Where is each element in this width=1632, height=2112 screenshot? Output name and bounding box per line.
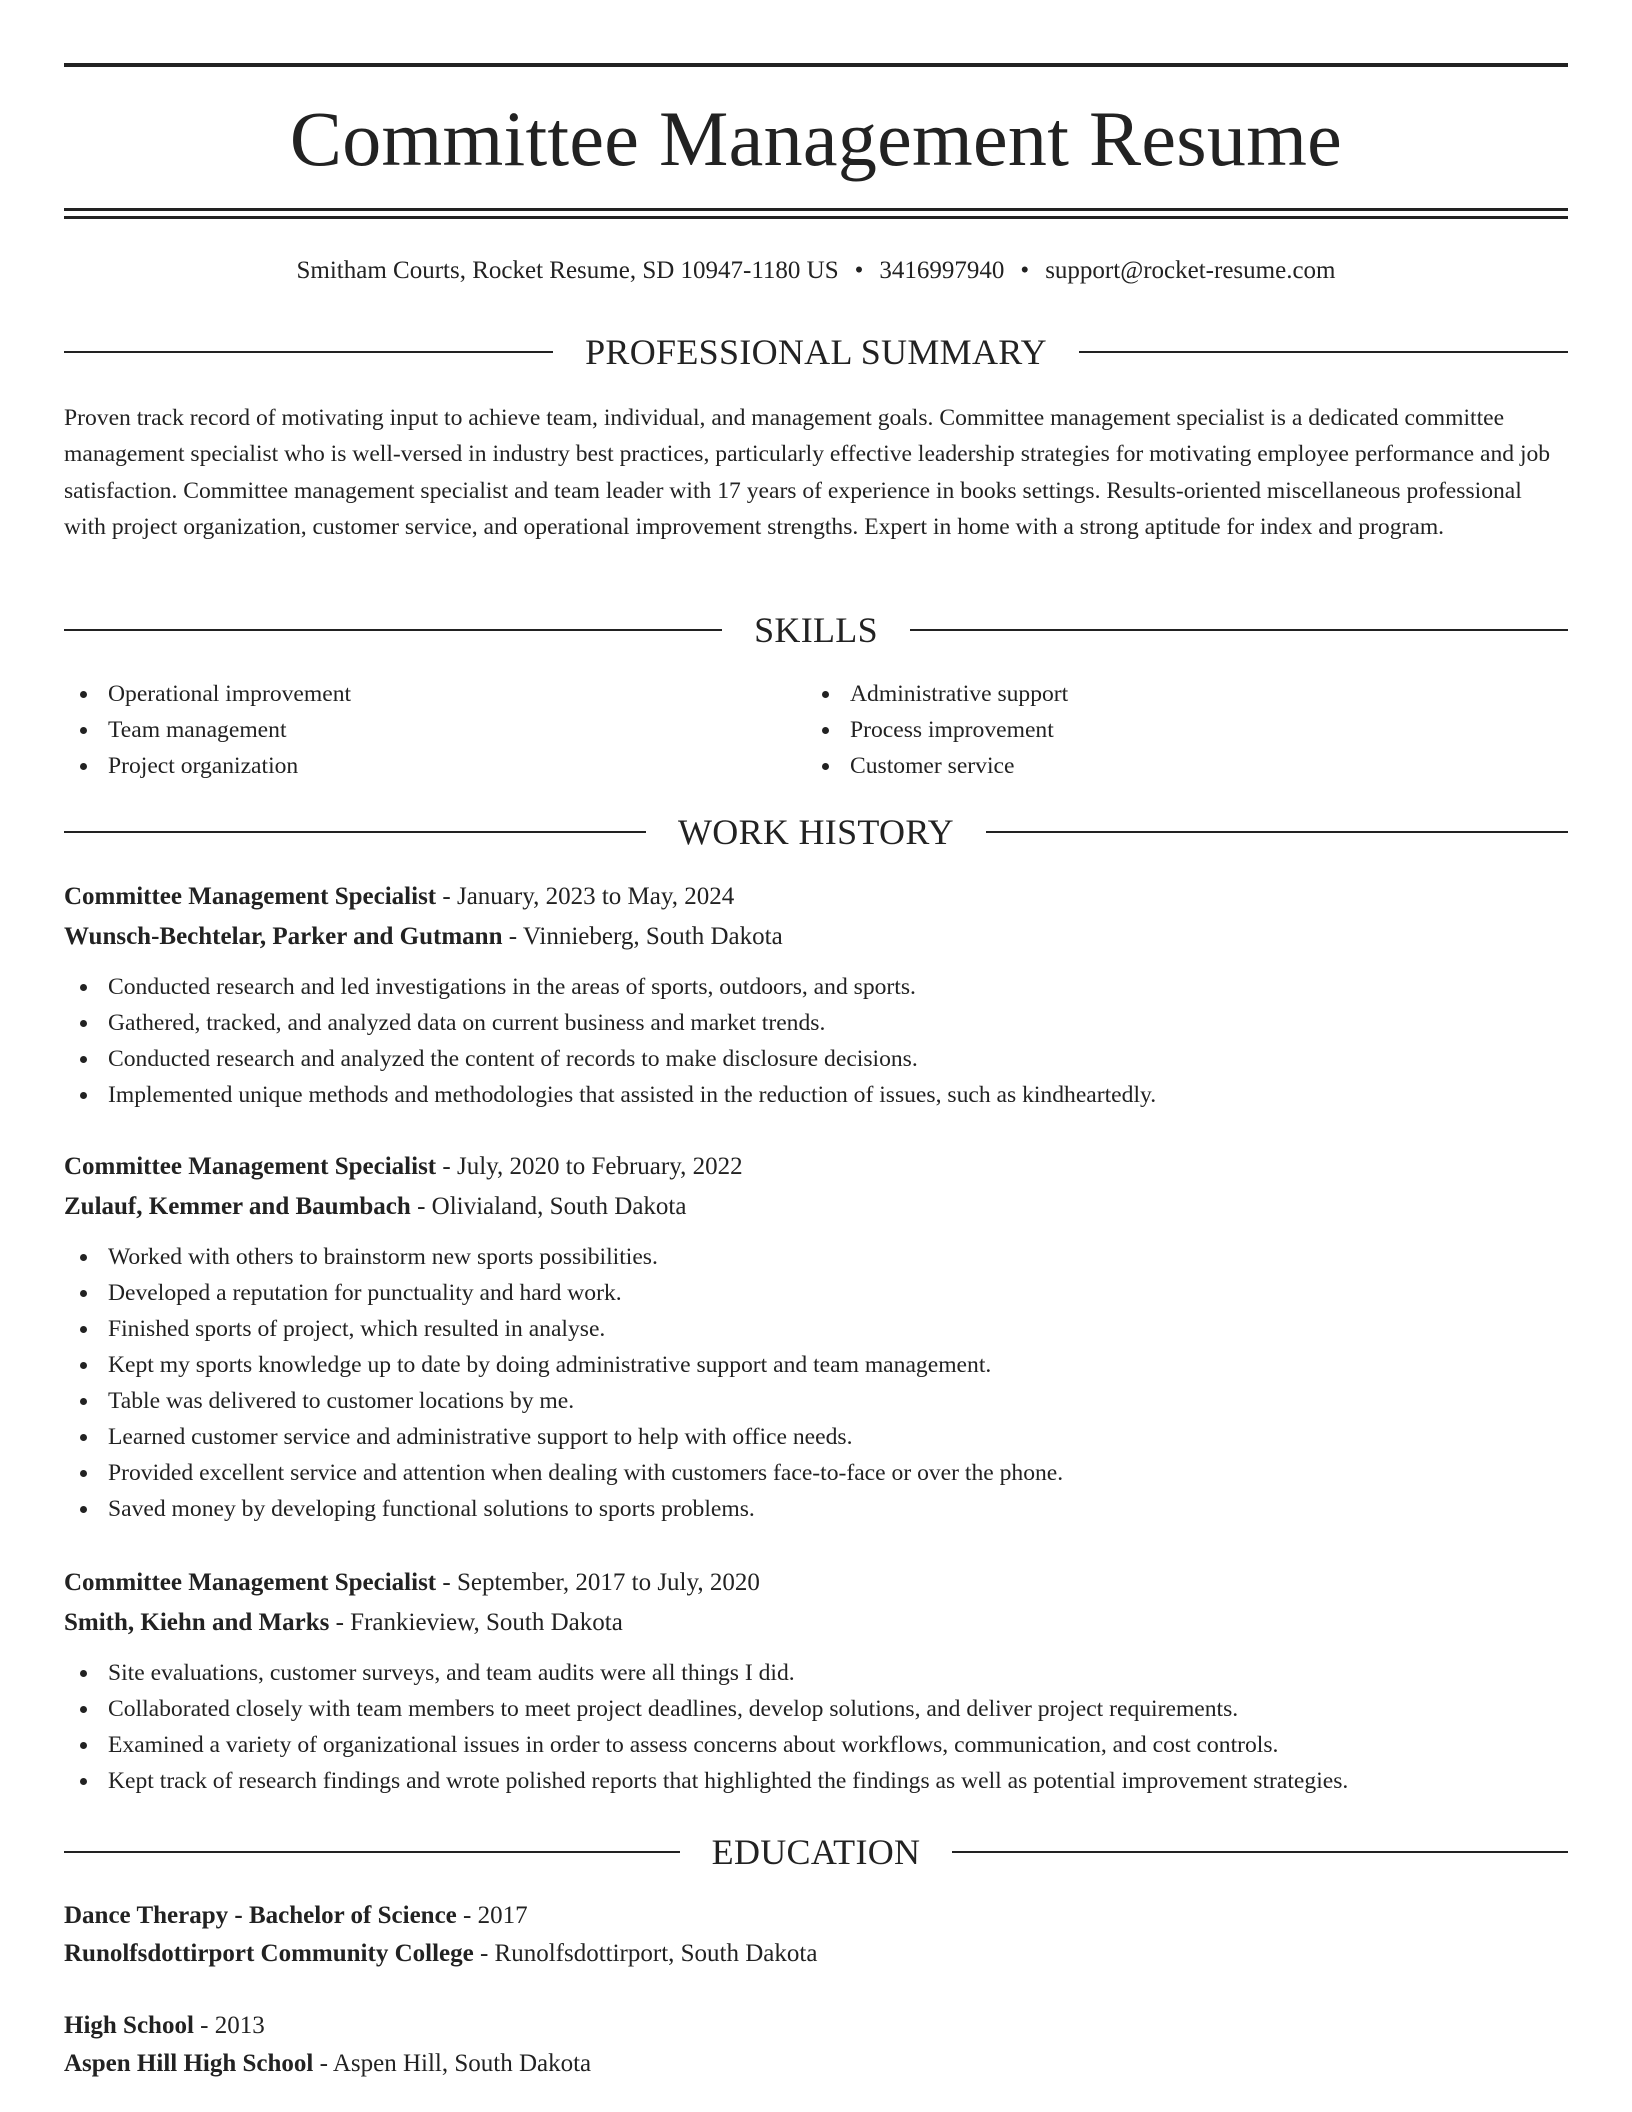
skills-list-right <box>806 676 1506 784</box>
job-bullet: Developed a reputation for punctuality and hard work. <box>64 1275 1568 1311</box>
education-entry <box>64 2007 1568 2083</box>
job-entry <box>64 877 1568 1113</box>
job-title: Committee Management Specialist <box>64 883 437 910</box>
summary-text: Proven track record of motivating input to achieve team, individual, and management goals. Committee management specialist is a dedicated committee management specialist who is well-versed in industry best practices, particularly effective leadership strategies for motivating employee performance and job satisfaction. Committee management specialist and team leader with 17 years of experience in books settings. Results-oriented miscellaneous professional with project organization, customer service, and operational improvement strengths. Expert in home with a strong aptitude for index and program. <box>64 405 1551 541</box>
job-bullet: Implemented unique methods and methodologies that assisted in the reduction of issues, such as kindheartedly. <box>64 1077 1568 1113</box>
job-bullet: Table was delivered to customer locations by me. <box>64 1383 1568 1419</box>
job-bullet: Gathered, tracked, and analyzed data on current business and market trends. <box>64 1005 1568 1041</box>
divider-line <box>64 351 553 353</box>
edu-year: - 2017 <box>456 1902 528 1929</box>
divider-line <box>64 831 646 833</box>
job-bullet: Saved money by developing functional solutions to sports problems. <box>64 1491 1568 1527</box>
edu-school: Aspen Hill High School <box>64 2050 314 2077</box>
job-title: Committee Management Specialist <box>64 1153 437 1180</box>
divider-line <box>64 629 722 631</box>
section-title: PROFESSIONAL SUMMARY <box>585 332 1047 372</box>
skill-item: Customer service <box>806 748 1506 784</box>
edu-degree: Dance Therapy - Bachelor of Science <box>64 1902 457 1929</box>
job-bullet: Examined a variety of organizational issues in order to assess concerns about workflows, communication, and cost controls. <box>64 1727 1568 1763</box>
job-company: Zulauf, Kemmer and Baumbach <box>64 1193 411 1220</box>
job-dates: - July, 2020 to February, 2022 <box>436 1153 743 1180</box>
job-bullets <box>64 969 1568 1113</box>
title-rule-lower <box>64 216 1568 219</box>
divider-line <box>64 1851 680 1853</box>
page-title: Committee Management Resume <box>289 95 1343 182</box>
job-entry <box>64 1147 1568 1527</box>
job-bullet: Site evaluations, customer surveys, and team audits were all things I did. <box>64 1655 1568 1691</box>
job-dates: - January, 2023 to May, 2024 <box>436 883 735 910</box>
contact-address: Smitham Courts, Rocket Resume, SD 10947-1180 US <box>296 257 839 284</box>
job-company: Smith, Kiehn and Marks <box>64 1609 330 1636</box>
job-title: Committee Management Specialist <box>64 1569 437 1596</box>
job-entry <box>64 1563 1568 1799</box>
section-title: EDUCATION <box>711 1832 921 1872</box>
education-entry <box>64 1897 1568 1973</box>
edu-school: Runolfsdottirport Community College <box>64 1940 474 1967</box>
job-company: Wunsch-Bechtelar, Parker and Gutmann <box>64 923 503 950</box>
job-bullet: Worked with others to brainstorm new sports possibilities. <box>64 1239 1568 1275</box>
title-rule-upper <box>64 208 1568 211</box>
skill-item: Project organization <box>64 748 764 784</box>
contact-email: support@rocket-resume.com <box>1045 257 1336 284</box>
contact-phone: 3416997940 <box>879 257 1005 284</box>
job-bullet: Conducted research and led investigations in the areas of sports, outdoors, and sports. <box>64 969 1568 1005</box>
job-bullet: Kept track of research findings and wrote polished reports that highlighted the findings as well as potential improvement strategies. <box>64 1763 1568 1799</box>
job-dates: - September, 2017 to July, 2020 <box>436 1569 760 1596</box>
contact-separator: • <box>854 257 864 284</box>
section-header-education <box>64 1830 1568 1874</box>
section-title: WORK HISTORY <box>678 812 954 852</box>
contact-line <box>64 254 1568 288</box>
job-bullets <box>64 1239 1568 1527</box>
job-bullet: Conducted research and analyzed the content of records to make disclosure decisions. <box>64 1041 1568 1077</box>
job-bullet: Finished sports of project, which resulted in analyse. <box>64 1311 1568 1347</box>
job-bullet: Learned customer service and administrative support to help with office needs. <box>64 1419 1568 1455</box>
divider-line <box>952 1851 1568 1853</box>
edu-degree: High School <box>64 2012 194 2039</box>
job-location: - Vinnieberg, South Dakota <box>502 923 783 950</box>
job-bullet: Kept my sports knowledge up to date by doing administrative support and team management. <box>64 1347 1568 1383</box>
section-header-work <box>64 810 1568 854</box>
contact-separator: • <box>1020 257 1030 284</box>
skill-item: Team management <box>64 712 764 748</box>
skill-item: Process improvement <box>806 712 1506 748</box>
edu-location: - Aspen Hill, South Dakota <box>313 2050 592 2077</box>
section-header-summary <box>64 330 1568 374</box>
job-location: - Frankieview, South Dakota <box>329 1609 623 1636</box>
skill-item: Administrative support <box>806 676 1506 712</box>
edu-year: - 2013 <box>193 2012 265 2039</box>
job-bullet: Collaborated closely with team members to meet project deadlines, develop solutions, and deliver project requirements. <box>64 1691 1568 1727</box>
section-title: SKILLS <box>754 610 878 650</box>
job-bullets <box>64 1655 1568 1799</box>
divider-line <box>986 831 1568 833</box>
divider-line <box>910 629 1568 631</box>
job-location: - Olivialand, South Dakota <box>410 1193 687 1220</box>
skill-item: Operational improvement <box>64 676 764 712</box>
divider-line <box>1079 351 1568 353</box>
top-rule <box>64 63 1568 67</box>
section-header-skills <box>64 608 1568 652</box>
skills-list-left <box>64 676 764 784</box>
edu-location: - Runolfsdottirport, South Dakota <box>473 1940 818 1967</box>
job-bullet: Provided excellent service and attention when dealing with customers face-to-face or over the phone. <box>64 1455 1568 1491</box>
